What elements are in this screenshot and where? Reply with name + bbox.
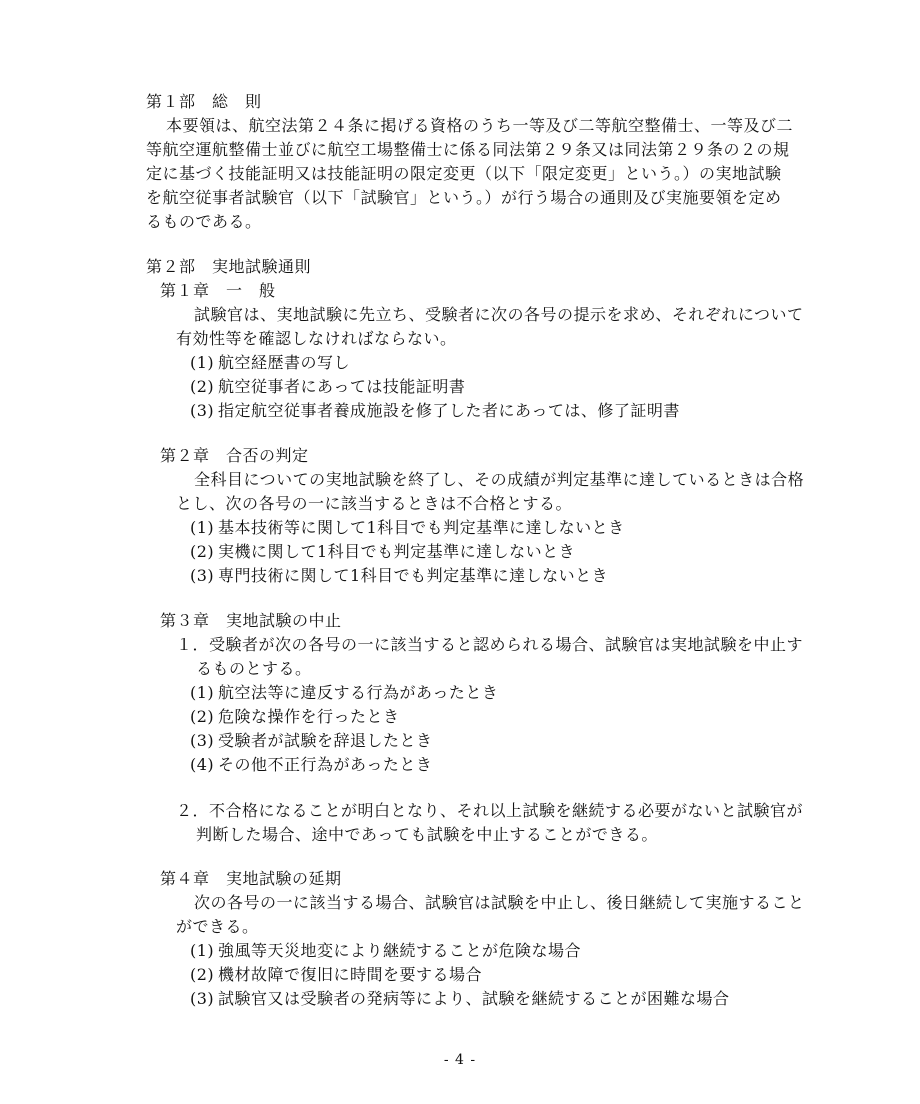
ch3-item-3: (3) 受験者が試験を辞退したとき (190, 731, 433, 750)
ch2-heading: 第２章 合否の判定 (160, 446, 309, 465)
part1-para-line-5: るものである。 (146, 212, 262, 231)
part2-heading: 第２部 実地試験通則 (146, 257, 312, 276)
ch3-sec2-line-1: ２．不合格になることが明白となり、それ以上試験を継続する必要がないと試験官が (176, 801, 804, 820)
ch4-item-2: (2) 機材故障で復旧に時間を要する場合 (190, 965, 483, 984)
ch3-sec1-line-1: １．受験者が次の各号の一に該当すると認められる場合、試験官は実地試験を中止す (176, 635, 804, 654)
ch2-para-line-2: とし、次の各号の一に該当するときは不合格とする。 (176, 494, 573, 513)
part1-para-line-1: 本要領は、航空法第２４条に掲げる資格のうち一等及び二等航空整備士、一等及び二 (166, 116, 794, 135)
ch3-sec1-line-2: るものとする。 (196, 659, 312, 678)
ch2-para-line-1: 全科目についての実地試験を終了し、その成績が判定基準に達しているときは合格 (194, 470, 805, 489)
ch3-item-2: (2) 危険な操作を行ったとき (190, 707, 400, 726)
ch3-heading: 第３章 実地試験の中止 (160, 611, 342, 630)
part1-heading: 第１部 総 則 (146, 92, 262, 111)
part1-para-line-2: 等航空運航整備士並びに航空工場整備士に係る同法第２９条又は同法第２９条の２の規 (146, 140, 790, 159)
part1-para-line-4: を航空従事者試験官（以下「試験官」という。）が行う場合の通則及び実施要領を定め (146, 188, 782, 207)
ch1-heading: 第１章 一 般 (160, 281, 276, 300)
part1-para-line-3: 定に基づく技能証明又は技能証明の限定変更（以下「限定変更」という。）の実地試験 (146, 164, 782, 183)
ch1-item-2: (2) 航空従事者にあっては技能証明書 (190, 377, 466, 396)
ch2-item-2: (2) 実機に関して1科目でも判定基準に達しないとき (190, 542, 576, 561)
ch1-item-3: (3) 指定航空従事者養成施設を修了した者にあっては、修了証明書 (190, 401, 680, 420)
ch2-item-1: (1) 基本技術等に関して1科目でも判定基準に達しないとき (190, 518, 625, 537)
ch1-item-1: (1) 航空経歴書の写し (190, 353, 351, 372)
ch3-item-1: (1) 航空法等に違反する行為があったとき (190, 683, 499, 702)
ch4-para-line-1: 次の各号の一に該当する場合、試験官は試験を中止し、後日継続して実施すること (194, 893, 805, 912)
ch3-sec2-line-2: 判断した場合、途中であっても試験を中止することができる。 (196, 825, 658, 844)
page-number: - 4 - (443, 1052, 477, 1068)
ch1-para-line-2: 有効性等を確認しなければならない。 (176, 329, 457, 348)
ch3-item-4: (4) その他不正行為があったとき (190, 755, 433, 774)
ch1-para-line-1: 試験官は、実地試験に先立ち、受験者に次の各号の提示を求め、それぞれについて (194, 305, 804, 324)
ch2-item-3: (3) 専門技術に関して1科目でも判定基準に達しないとき (190, 566, 609, 585)
ch4-item-3: (3) 試験官又は受験者の発病等により、試験を継続することが困難な場合 (190, 989, 730, 1008)
ch4-para-line-2: ができる。 (176, 917, 259, 936)
ch4-item-1: (1) 強風等天災地変により継続することが危険な場合 (190, 941, 582, 960)
ch4-heading: 第４章 実地試験の延期 (160, 869, 342, 888)
